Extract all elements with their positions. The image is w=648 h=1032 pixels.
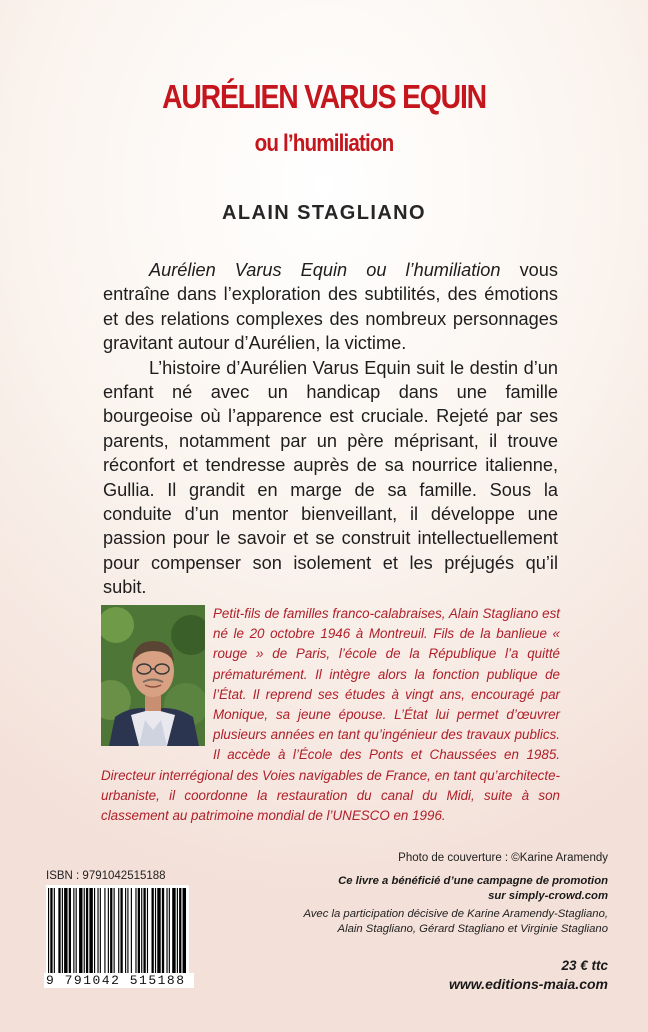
barcode-bar [62,888,63,976]
synopsis-paragraph-1-text: vous entraîne dans l’exploration des subtilités, des émotions et des relations complexes des nombreux personnages gravitant autour d’Aurélien, la victime. [103,260,558,354]
isbn-label: ISBN : 9791042515188 [46,870,166,882]
synopsis [103,258,558,600]
barcode-bar [155,888,156,976]
participation-line-2: Alain Stagliano, Gérard Stagliano et Virginie Stagliano [337,923,608,935]
barcode-bar [138,888,140,976]
barcode-bar [157,888,160,976]
barcode-number: 9 791042 515188 [44,973,194,988]
barcode-bar [177,888,178,976]
barcode-bar [76,888,77,976]
barcode-bar [179,888,181,976]
price: 23 € ttc [561,958,608,973]
barcode-bar [58,888,60,976]
synopsis-paragraph-1 [103,258,558,356]
synopsis-paragraph-2: L’histoire d’Aurélien Varus Equin suit le destin d’un enfant né avec un handicap dans une famille bourgeoise où l’apparence est cruciale. Rejeté par ses parents, notamment par un père méprisant, il trouve réconfort et tendresse auprès de sa nourrice italienne, Gullia. Il grandit en marge de sa famille. Sous la conduite d’un mentor bienveillant, il développe une passion pour le savoir et se construit intellectuellement pour compenser son isolement et les préjugés qu’il subit. [103,357,558,598]
barcode-bar [131,888,132,976]
book-title: AURÉLIEN VARUS EQUIN [162,78,486,115]
publisher-website: www.editions-maia.com [449,976,608,992]
barcode-bar [114,888,115,976]
synopsis-book-title: Aurélien Varus Equin ou l’humiliation [149,260,501,280]
barcode-bar [172,888,175,976]
barcode-bar [64,888,67,976]
barcode-bar [48,888,49,976]
barcode-bar [110,888,112,976]
promotion-line-2: sur simply-crowd.com [488,889,608,902]
barcode-bar [127,888,128,976]
participation-note [298,907,608,937]
barcode-bar [86,888,88,976]
barcode-bar [97,888,98,976]
barcode-bar [125,888,126,976]
barcode-bar [79,888,82,976]
barcode-bar [54,888,55,976]
barcode-bar [69,888,71,976]
barcode-bar [104,888,105,976]
barcode-bar [120,888,122,976]
barcode-bar [166,888,167,976]
barcode-bar [50,888,52,976]
barcode-bar [152,888,154,976]
promotion-note [308,874,608,903]
barcode-bar [143,888,145,976]
barcode [46,885,189,978]
author-biography [101,604,560,826]
barcode-bar [100,888,101,976]
barcode-bar [84,888,85,976]
author-biography-text: Petit-fils de familles franco-calabraises, Alain Stagliano est né le 20 octobre 1946 à Montreuil. Fils de la banlieue « rouge » de Paris, l’école de la République l’a quitté prématurément. Il intègre alors la fonction publique de l’État. Il reprend ses études à vingt ans, encouragé par Monique, sa jeune épouse. L’État lui permet d’œuvrer plusieurs années en tant qu’ingénieur des travaux publics. Il accède à l’École des Ponts et Chaussées en 1985. Directeur interrégional des Voies navigables de France, en tant qu’architecte-urbaniste, il coordonne la restauration du canal du Midi, suite à son classement au patrimoine mondial de l’UNESCO en 1996. [101,606,560,824]
barcode-bar [162,888,164,976]
barcode-bar [135,888,136,976]
barcode-bar [108,888,109,976]
barcode-bar [89,888,92,976]
promotion-line-1: Ce livre a bénéficié d’une campagne de promotion [338,875,608,887]
barcode-bar [73,888,74,976]
barcode-bar [169,888,170,976]
barcode-bar [183,888,186,976]
author-name: ALAIN STAGLIANO [222,202,426,224]
barcode-bar [141,888,142,976]
barcode-bar [94,888,95,976]
book-subtitle: ou l’humiliation [254,130,394,157]
barcode-bar [118,888,119,976]
barcode-bar [147,888,148,976]
photo-credit: Photo de couverture : ©Karine Aramendy [398,852,608,864]
participation-line-1: Avec la participation décisive de Karine Aramendy-Stagliano, [303,908,608,920]
